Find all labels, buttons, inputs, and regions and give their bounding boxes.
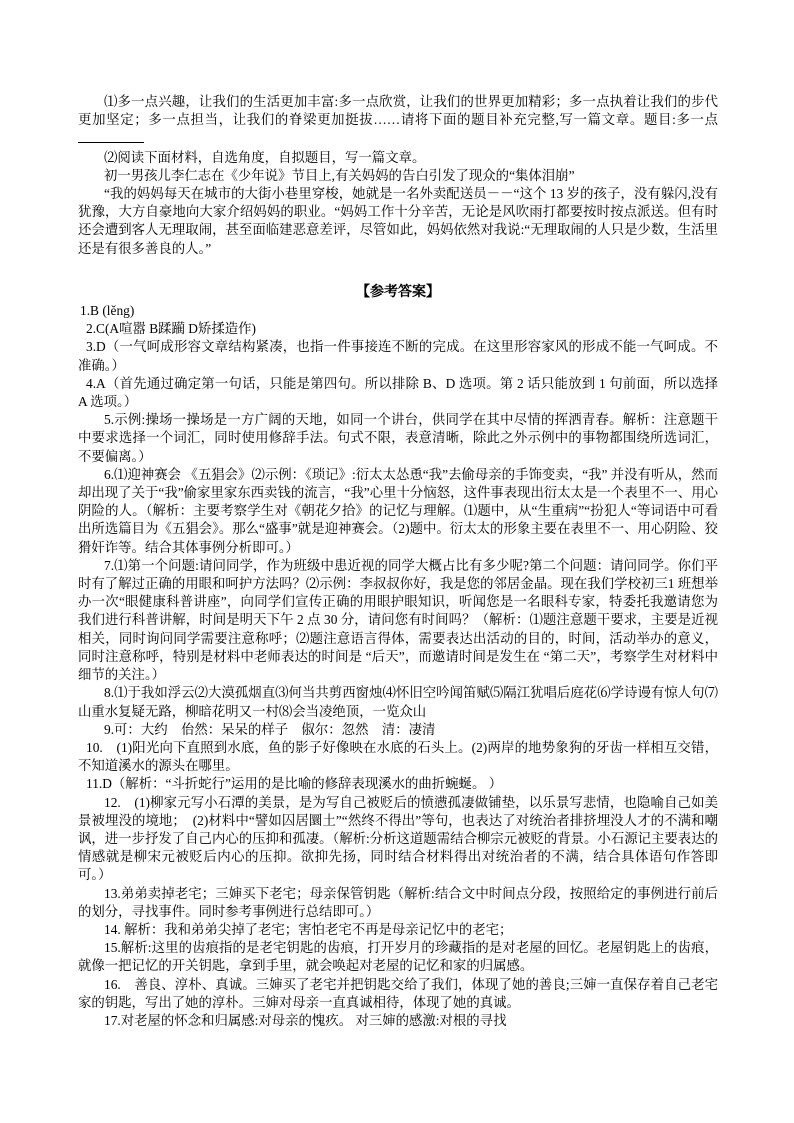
answer-item: 17.对老屋的怀念和归属感:对母亲的愧疚。 对三婶的感激:对根的寻找 xyxy=(104,1012,507,1028)
material-quote: “我的妈妈每天在城市的大街小巷里穿梭，她就是一名外卖配送员－－“这个 13 岁的孩子，没有躲闪,没有犹豫，大方自豪地向大家介绍妈妈的职业。“妈妈工作十分辛苦，无论是风吹雨打都要按时按点派送。但有时还会遭到客人无理取闹，甚至面临建恶意差评，尽管如此，妈妈依然对我说:“无理取闹的人只是少数，生活里还是有很多善良的人。” xyxy=(78,186,718,256)
answer-item: 6.⑴迎神赛会 《五猖会》⑵示例：《琐记》:衍太太怂恿“我”去偷母亲的手饰变卖，“我” 并没有听从，然而却出现了关于“我”偷家里家东西卖钱的流言，“我”心里十分恼怒，这件事表现出衍太太是一个表里不一、用心阴险的人。（解析：主要考察学生对《朝花夕拾》的记忆与理解。⑴题中，从“生重病”“扮犯人“等词语中可看出所选篇目为《五猖会》。那么“盛事”就是迎神赛会。（2)题中。衍太太的形象主要在表里不一、用心阴险、狡猾奸诈等。结合其体事例分析即可。） xyxy=(78,466,718,555)
answer-item: 4.A（首先通过确定第一句话，只能是第四句。所以排除 B、D 选项。第 2 话只能放到 1 句前面，所以选择 A 选项。） xyxy=(78,375,718,410)
answer-item: 9.可：大约 佁然：呆呆的样子 俶尔：忽然 清：凄清 xyxy=(104,721,436,737)
answer-item: 14. 解析：我和弟弟尖掉了老宅；害怕老宅不再是母亲记忆中的老宅； xyxy=(104,921,513,937)
answer-item: 8.⑴于我如浮云⑵大漠孤烟直⑶何当共剪西窗烛⑷怀旧空吟闻笛赋⑸隔江犹唱后庭花⑹学诗谩有惊人句⑺山重水复疑无路，柳暗花明又一村⑻会当凌绝顶，一览众山 xyxy=(78,685,718,719)
answer-item: 13.弟弟卖掉老宅；三婶买下老宅；母亲保管钥匙（解析:结合文中时间点分段，按照给定的事例进行前后的划分，寻找事件。同时参考事例进行总结即可。） xyxy=(78,885,718,919)
material-intro: 初一男孩儿李仁志在《少年说》节目上,有关妈妈的告白引发了现众的“集体泪崩” xyxy=(104,167,575,183)
answer-item: 11.D（解析：“斗折蛇行”运用的是比喻的修辞表现溪水的曲折蜿蜒。 ） xyxy=(86,776,503,792)
answer-item: 15.解析:这里的齿痕指的是老宅钥匙的齿痕，打开岁月的珍藏指的是对老屋的回忆。老屋钥匙上的齿痕，就像一把记忆的开关钥匙，拿到手里，就会唤起对老屋的记忆和家的归属感。 xyxy=(78,940,718,974)
answer-item: 12. (1)柳家元写小石潭的美景，是为写自己被贬后的愤懑孤凄做铺垫，以乐景写悲情，也隐喻自己如美景被埋没的境地； (2)材料中“譬如囚居圜土”“然终不得出”等句，也表达了对统治者排挤埋没人才的不满和嘲讽，进一步抒发了自己内心的压抑和孤凄。（解析:分析这道题需结合柳宗元被贬的背景。小石源记主要表达的情感就是柳宋元被贬后内心的压抑。欲抑先扬，同时结合材料得出对统治者的不满，结合具体语句作答即可。） xyxy=(78,794,718,883)
answer-item: 7.⑴第一个问题:请问同学，作为班级中患近视的同学大概占比有多少呢?第二个问题：请问同学。你们平时有了解过正确的用眼和呵护方法吗？⑵示例：李叔叔你好，我是您的邻居金晶。现在我们学校初三1 班想举办一次“眼健康科普讲座”，向同学们宣传正确的用眼护眼知识，听闻您是一名眼科专家，特委托我邀请您为我们进行科普讲解，时间是明天下午 2 点 30 分，请问您有时间吗？（解析：⑴题注意题干要求，主要是近视相关，同时询问同学需要注意称呼；⑵题注意语言得体，需要表达出活动的目的，时间，活动举办的意义，同时注意称呼，特别是材料中老师表达的时间是 “后天”，而邀请时间是发生在 “第二天”，考察学生对材料中细节的关注。） xyxy=(78,557,718,683)
answer-section-title: 【参考答案】 xyxy=(356,284,440,300)
answer-list xyxy=(78,302,718,1030)
answer-item: 5.示例:操场一操场是一方广阔的天地，如同一个讲台，供同学在其中尽情的挥洒青春。解析：注意题干中要求选择一个词汇，同时使用修辞手法。句式不限，表意清晰，除此之外示例中的事物都围绕所选词汇，不要偏离。） xyxy=(78,412,718,464)
answer-item: 2.C(A喧嚣 B蹂躏 D矫揉造作) xyxy=(86,321,256,337)
answer-item: 16. 善良、淳朴、真诚。三婶买了老宅并把钥匙交给了我们，体现了她的善良;三婶一直保存着自己老宅家的钥匙，写出了她的淳朴。三婶对母亲一直真诚相待，体现了她的真诚。 xyxy=(78,976,718,1010)
answer-item: 1.B (lěng) xyxy=(80,303,135,319)
answer-item: 3.D（一气呵成形容文章结构紧凑，也指一件事接连不断的完成。在这里形容家风的形成不能一气呵成。不准确。） xyxy=(78,339,718,373)
title-blank xyxy=(78,129,144,143)
writing-prompt-1: ⑴多一点兴趣，让我们的生活更加丰富:多一点欣赏，让我们的世界更加精彩；多一点执着让我们的步代更加坚定；多一点担当，让我们的脊梁更加挺拔……请将下面的题目补充完整,写一篇文章。题目:多一点 xyxy=(78,93,718,149)
document-page xyxy=(78,93,718,1030)
writing-prompt-2: ⑵阅读下面材料，自选角度，自拟题目，写一篇文章。 xyxy=(104,149,426,165)
answer-item: 10. (1)阳光向下直照到水底，鱼的影子好像映在水底的石头上。(2)两岸的地势象狗的牙齿一样相互交错，不知道溪水的源头在哪里。 xyxy=(78,739,718,774)
